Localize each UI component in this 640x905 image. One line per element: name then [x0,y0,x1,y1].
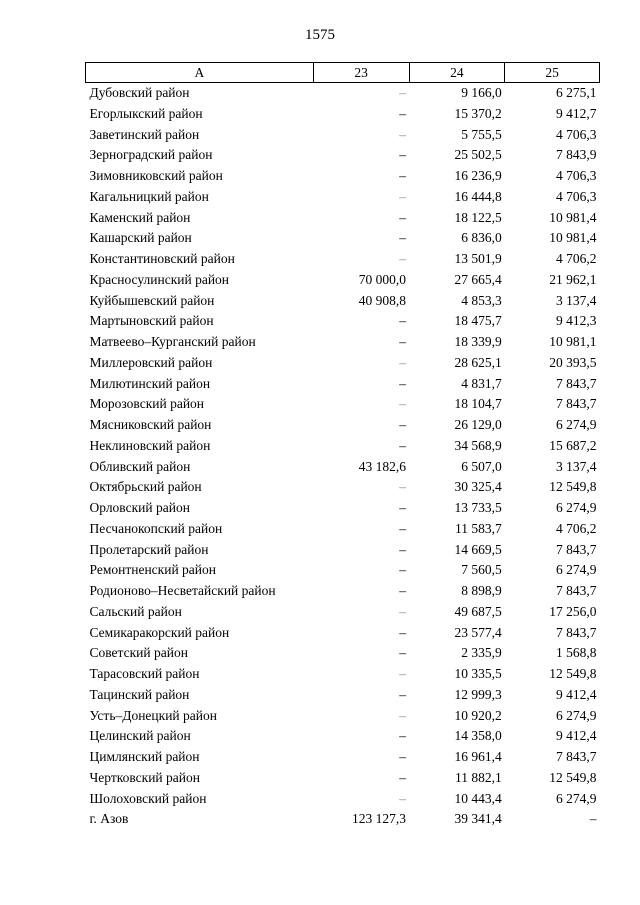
header-col-a: А [86,63,314,83]
col-25-cell: 12 549,8 [549,479,597,495]
col-23-cell: – [399,645,407,661]
col-24-cell: 15 370,2 [454,105,502,121]
col-24-cell: 6 507,0 [461,458,502,474]
col-23-cell: – [399,334,407,349]
table-row [86,394,600,415]
col-23-cell: – [399,520,407,536]
district-name-cell: Пролетарский район [89,541,209,557]
district-name-cell: г. Азов [89,811,129,827]
col-23-cell: – [399,479,407,495]
table-row [86,436,600,457]
col-25-cell: – [589,811,597,827]
col-25-cell: 9 412,4 [556,686,597,702]
col-25-cell: 6 275,1 [556,85,597,100]
col-24-cell: 7 560,5 [461,562,502,578]
col-24-cell: 30 325,4 [454,479,502,495]
district-name-cell: Матвеево–Курганский район [89,334,256,349]
col-23-cell: – [399,209,407,225]
table-row [86,270,600,291]
district-name-cell: Красносулинский район [89,271,230,287]
table-row [86,249,600,270]
table-row [86,83,600,104]
district-name-cell: Кагальницкий район [89,188,209,204]
col-24-cell: 5 755,5 [461,126,502,142]
col-25-cell: 17 256,0 [549,603,597,619]
col-24-cell: 16 236,9 [454,168,502,183]
col-24-cell: 13 733,5 [454,500,502,515]
district-name-cell: Зимовниковский район [89,168,223,183]
table-row [86,685,600,706]
col-25-cell: 6 274,9 [556,790,597,806]
page-number: 1575 [305,27,335,43]
district-name-cell: Кашарский район [89,230,192,246]
col-23-cell: – [399,707,407,723]
district-name-cell: Октябрьский район [89,479,202,495]
col-23-cell: – [399,686,407,702]
table-row [86,789,600,810]
col-25-cell: 12 549,8 [549,666,597,681]
table-row [86,457,600,478]
col-24-cell: 6 836,0 [461,230,502,246]
table-row [86,540,600,561]
col-23-cell: – [399,313,407,329]
col-25-cell: 7 843,7 [556,624,597,640]
district-name-cell: Целинский район [89,728,191,744]
col-24-cell: 39 341,4 [454,811,502,827]
col-24-cell: 4 853,3 [461,292,502,308]
col-25-cell: 9 412,7 [556,105,597,121]
col-24-cell: 34 568,9 [454,437,502,453]
district-name-cell: Чертковский район [89,769,200,785]
col-23-cell: – [399,769,407,785]
col-23-cell: – [399,624,407,640]
col-24-cell: 10 443,4 [454,790,502,806]
col-24-cell: 18 122,5 [454,209,502,225]
col-25-cell: 3 137,4 [556,292,597,308]
table-row [86,726,600,747]
col-24-cell: 18 339,9 [454,334,502,349]
col-25-cell: 9 412,3 [556,313,597,329]
district-name-cell: Каменский район [89,209,191,225]
header-col-23: 23 [313,63,409,83]
district-name-cell: Константиновский район [89,251,235,266]
col-24-cell: 12 999,3 [454,686,502,702]
table-row [86,768,600,789]
col-25-cell: 7 843,7 [556,541,597,557]
col-25-cell: 12 549,8 [549,769,597,785]
table-row [86,374,600,395]
district-name-cell: Миллеровский район [89,354,213,370]
col-23-cell: – [399,251,407,266]
col-24-cell: 10 335,5 [454,666,502,681]
col-23-cell: 43 182,6 [358,458,407,474]
table-row [86,519,600,540]
table-row [86,104,600,125]
col-25-cell: 3 137,4 [556,458,597,474]
col-23-cell: – [399,583,407,598]
col-24-cell: 23 577,4 [454,624,502,640]
col-25-cell: 7 843,9 [556,147,597,163]
table-row [86,809,600,830]
table-row [86,145,600,166]
col-25-cell: 4 706,3 [556,168,597,183]
col-23-cell: – [399,105,407,121]
district-name-cell: Семикаракорский район [89,624,230,640]
col-25-cell: 4 706,3 [556,188,597,204]
table-row [86,208,600,229]
table-row [86,602,600,623]
col-25-cell: 10 981,4 [549,209,597,225]
col-24-cell: 27 665,4 [454,271,502,287]
col-23-cell: – [399,85,407,100]
district-name-cell: Егорлыкский район [89,105,203,121]
col-25-cell: 1 568,8 [556,645,597,661]
col-25-cell: 10 981,1 [549,334,597,349]
district-name-cell: Тарасовский район [89,666,200,681]
col-23-cell: – [399,541,407,557]
col-24-cell: 11 583,7 [455,520,502,536]
table-row [86,643,600,664]
district-name-cell: Цимлянский район [89,749,200,764]
col-23-cell: – [399,603,407,619]
col-25-cell: 6 274,9 [556,500,597,515]
table-header [86,63,600,83]
col-23-cell: – [399,126,407,142]
col-23-cell: – [399,749,407,764]
district-name-cell: Сальский район [89,603,182,619]
col-25-cell: 6 274,9 [556,707,597,723]
col-24-cell: 14 358,0 [454,728,502,744]
district-name-cell: Ремонтненский район [89,562,216,578]
col-24-cell: 10 920,2 [454,707,502,723]
table-row [86,581,600,602]
col-23-cell: – [399,562,407,578]
col-25-cell: 6 274,9 [556,417,597,432]
district-name-cell: Заветинский район [89,126,200,142]
table-body [86,83,600,831]
col-24-cell: 8 898,9 [461,583,502,598]
table-row [86,623,600,644]
col-25-cell: 4 706,2 [556,251,597,266]
district-name-cell: Шолоховский район [89,790,207,806]
col-23-cell: – [399,437,407,453]
col-24-cell: 26 129,0 [454,417,502,432]
district-name-cell: Усть–Донецкий район [89,707,217,723]
col-25-cell: 7 843,7 [556,749,597,764]
col-25-cell: 15 687,2 [549,437,597,453]
district-name-cell: Неклиновский район [89,437,211,453]
col-23-cell: – [399,375,407,391]
col-25-cell: 21 962,1 [549,271,597,287]
district-name-cell: Обливский район [89,458,191,474]
table-row [86,498,600,519]
district-name-cell: Советский район [89,645,188,661]
header-col-25: 25 [505,63,600,83]
col-24-cell: 11 882,1 [455,769,502,785]
district-name-cell: Милютинский район [89,375,211,391]
table-row [86,187,600,208]
table-row [86,706,600,727]
col-25-cell: 7 843,7 [556,396,597,412]
col-25-cell: 20 393,5 [549,354,597,370]
col-24-cell: 13 501,9 [454,251,502,266]
district-name-cell: Родионово–Несветайский район [89,583,276,598]
district-name-cell: Зерноградский район [89,147,213,163]
col-24-cell: 16 961,4 [454,749,502,764]
col-24-cell: 18 475,7 [454,313,502,329]
col-25-cell: 9 412,4 [556,728,597,744]
table-row [86,125,600,146]
col-23-cell: 70 000,0 [358,271,407,287]
col-23-cell: – [399,396,407,412]
col-23-cell: – [399,188,407,204]
col-24-cell: 9 166,0 [461,85,502,100]
header-row [86,63,600,83]
col-23-cell: 123 127,3 [352,811,407,827]
col-25-cell: 6 274,9 [556,562,597,578]
table-row [86,311,600,332]
table-row [86,332,600,353]
district-name-cell: Морозовский район [89,396,205,412]
col-24-cell: 14 669,5 [454,541,502,557]
col-24-cell: 18 104,7 [454,396,502,412]
col-24-cell: 16 444,8 [454,188,502,204]
table-row [86,415,600,436]
col-23-cell: – [399,666,407,681]
district-name-cell: Песчанокопский район [89,520,223,536]
district-name-cell: Тацинский район [89,686,190,702]
table-row [86,560,600,581]
table-row [86,747,600,768]
col-24-cell: 25 502,5 [454,147,502,163]
table-row [86,228,600,249]
col-23-cell: – [399,168,407,183]
col-25-cell: 7 843,7 [556,375,597,391]
district-name-cell: Мартыновский район [89,313,214,329]
district-name-cell: Куйбышевский район [89,292,215,308]
table-row [86,353,600,374]
district-name-cell: Мясниковский район [89,417,212,432]
budget-table [85,62,600,830]
table-row [86,664,600,685]
district-name-cell: Орловский район [89,500,190,515]
col-25-cell: 7 843,7 [556,583,597,598]
col-23-cell: – [399,500,407,515]
table-row [86,477,600,498]
col-25-cell: 4 706,2 [556,520,597,536]
header-col-24: 24 [409,63,505,83]
col-25-cell: 10 981,4 [549,230,597,246]
col-25-cell: 4 706,3 [556,126,597,142]
col-23-cell: – [399,790,407,806]
col-24-cell: 49 687,5 [454,603,502,619]
col-24-cell: 28 625,1 [454,354,502,370]
col-24-cell: 4 831,7 [461,375,502,391]
table-row [86,291,600,312]
district-name-cell: Дубовский район [89,85,190,100]
col-23-cell: 40 908,8 [358,292,407,308]
col-23-cell: – [399,728,407,744]
col-23-cell: – [399,147,407,163]
col-23-cell: – [399,230,407,246]
col-23-cell: – [399,417,407,432]
col-24-cell: 2 335,9 [461,645,502,661]
table-row [86,166,600,187]
col-23-cell: – [399,354,407,370]
